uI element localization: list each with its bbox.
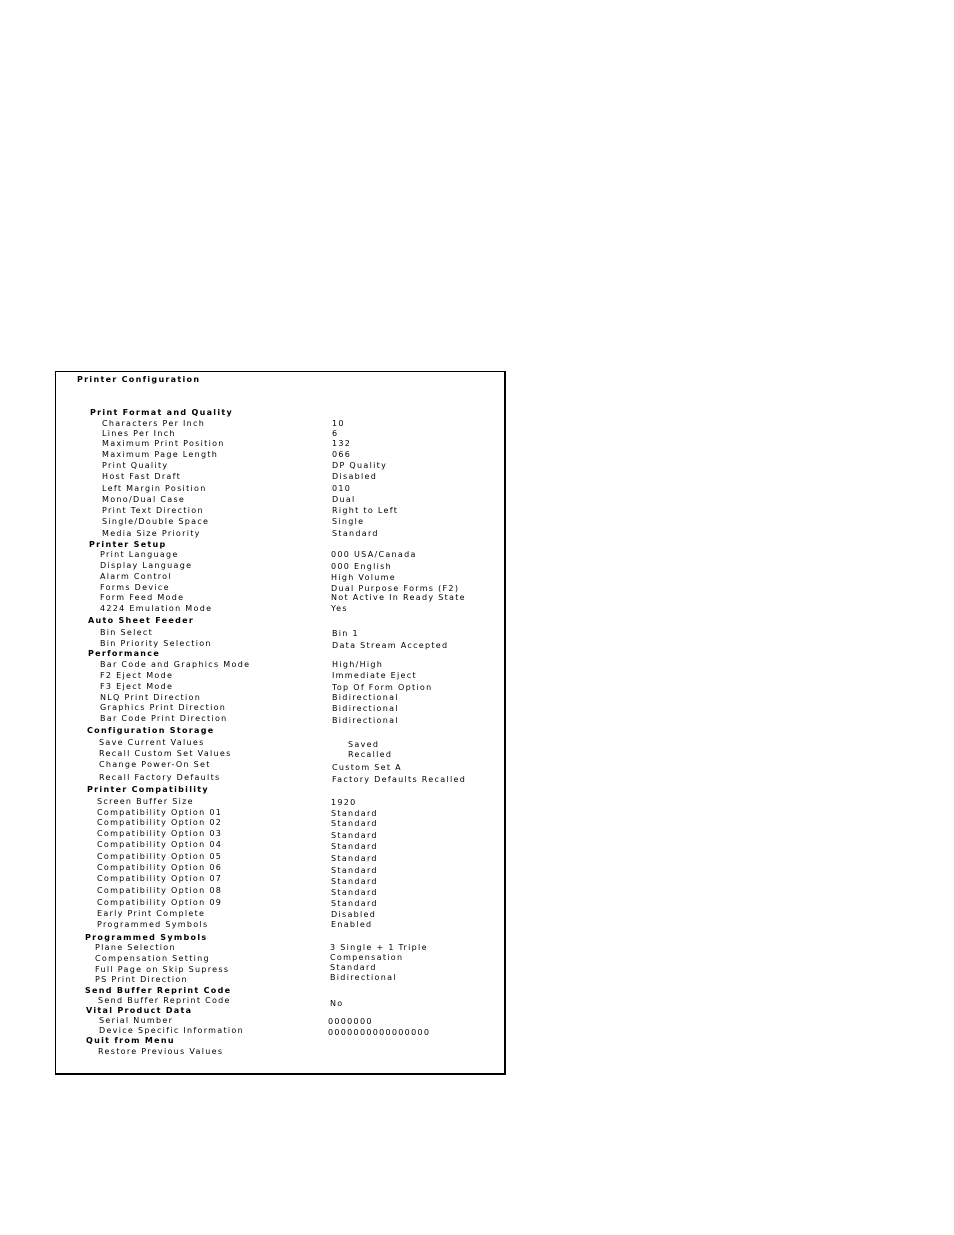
setting-label: Compatibility Option 08 <box>97 886 223 895</box>
setting-value: Bidirectional <box>332 716 399 725</box>
setting-label: Print Quality <box>102 461 169 470</box>
setting-label: Forms Device <box>100 583 170 592</box>
setting-value: Standard <box>331 842 378 851</box>
section-heading: Programmed Symbols <box>85 933 208 942</box>
setting-value: 066 <box>332 450 352 459</box>
setting-value: Standard <box>331 809 378 818</box>
setting-label: 4224 Emulation Mode <box>100 604 213 613</box>
setting-value: 132 <box>332 439 352 448</box>
setting-value: Bidirectional <box>332 704 399 713</box>
setting-value: 1920 <box>331 798 357 807</box>
setting-value: Not Active In Ready State <box>331 593 466 602</box>
setting-label: Save Current Values <box>99 738 205 747</box>
section-heading: Quit from Menu <box>86 1036 175 1045</box>
setting-value: No <box>330 999 344 1008</box>
setting-value: 0000000000000000 <box>328 1028 431 1037</box>
setting-label: Serial Number <box>99 1016 174 1025</box>
setting-label: Bin Select <box>100 628 154 637</box>
setting-label: Compatibility Option 09 <box>97 898 223 907</box>
setting-label: Lines Per Inch <box>102 429 176 438</box>
setting-label: Maximum Print Position <box>102 439 225 448</box>
setting-value: High/High <box>332 660 384 669</box>
setting-label: Send Buffer Reprint Code <box>98 996 231 1005</box>
setting-label: Compensation Setting <box>95 954 210 963</box>
setting-label: NLQ Print Direction <box>100 693 202 702</box>
setting-label: Alarm Control <box>100 572 172 581</box>
setting-label: Display Language <box>100 561 193 570</box>
setting-value: Disabled <box>331 910 377 919</box>
setting-label: Compatibility Option 02 <box>97 818 223 827</box>
setting-value: Enabled <box>331 920 373 929</box>
setting-label: Bin Priority Selection <box>100 639 212 648</box>
setting-value: Standard <box>331 877 378 886</box>
setting-value: 010 <box>332 484 352 493</box>
setting-value: Immediate Eject <box>332 671 417 680</box>
setting-value: 6 <box>332 429 339 438</box>
section-heading: Performance <box>88 649 161 658</box>
setting-value: Bidirectional <box>330 973 397 982</box>
setting-label: Compatibility Option 03 <box>97 829 223 838</box>
setting-value: Bidirectional <box>332 693 399 702</box>
setting-value: Standard <box>331 888 378 897</box>
section-heading: Auto Sheet Feeder <box>88 616 195 625</box>
setting-label: Graphics Print Direction <box>100 703 227 712</box>
setting-value: Single <box>332 517 365 526</box>
setting-label: Compatibility Option 01 <box>97 808 223 817</box>
setting-label: Left Margin Position <box>102 484 207 493</box>
setting-value: Saved <box>348 740 380 749</box>
setting-label: Recall Factory Defaults <box>99 773 221 782</box>
setting-label: Device Specific Information <box>99 1026 244 1035</box>
page-title: Printer Configuration <box>77 375 201 384</box>
setting-value: Standard <box>330 963 377 972</box>
setting-label: Restore Previous Values <box>98 1047 224 1056</box>
setting-label: Characters Per Inch <box>102 419 206 428</box>
setting-label: Full Page on Skip Supress <box>95 965 230 974</box>
setting-value: Dual Purpose Forms (F2) <box>331 584 460 593</box>
setting-label: Print Language <box>100 550 179 559</box>
setting-value: Top Of Form Option <box>332 683 433 692</box>
setting-label: F2 Eject Mode <box>100 671 174 680</box>
setting-value: Bin 1 <box>332 629 359 638</box>
setting-label: Early Print Complete <box>97 909 206 918</box>
setting-value: 000 USA/Canada <box>331 550 417 559</box>
setting-value: DP Quality <box>332 461 388 470</box>
setting-label: Print Text Direction <box>102 506 204 515</box>
setting-value: Standard <box>331 819 378 828</box>
setting-label: Bar Code Print Direction <box>100 714 228 723</box>
setting-label: Change Power-On Set <box>99 760 211 769</box>
setting-value: Standard <box>331 866 378 875</box>
setting-value: Standard <box>331 831 378 840</box>
setting-label: Form Feed Mode <box>100 593 185 602</box>
section-heading: Printer Setup <box>89 540 167 549</box>
setting-value: 000 English <box>331 562 392 571</box>
setting-value: Dual <box>332 495 356 504</box>
setting-value: Standard <box>331 899 378 908</box>
setting-value: Custom Set A <box>332 763 402 772</box>
setting-value: Standard <box>331 854 378 863</box>
setting-label: Screen Buffer Size <box>97 797 194 806</box>
setting-value: Recalled <box>348 750 393 759</box>
setting-label: Maximum Page Length <box>102 450 219 459</box>
setting-value: Right to Left <box>332 506 399 515</box>
setting-label: Compatibility Option 05 <box>97 852 223 861</box>
setting-value: Factory Defaults Recalled <box>332 775 467 784</box>
setting-label: Plane Selection <box>95 943 176 952</box>
section-heading: Configuration Storage <box>87 726 215 735</box>
setting-label: Bar Code and Graphics Mode <box>100 660 251 669</box>
setting-value: High Volume <box>331 573 396 582</box>
setting-label: Compatibility Option 07 <box>97 874 223 883</box>
setting-value: Disabled <box>332 472 378 481</box>
setting-label: Compatibility Option 04 <box>97 840 223 849</box>
setting-label: Host Fast Draft <box>102 472 182 481</box>
setting-label: Media Size Priority <box>102 529 201 538</box>
setting-value: 10 <box>332 419 345 428</box>
setting-value: Compensation <box>330 953 404 962</box>
setting-label: Single/Double Space <box>102 517 210 526</box>
setting-value: 0000000 <box>328 1017 373 1026</box>
section-heading: Send Buffer Reprint Code <box>85 986 232 995</box>
setting-label: F3 Eject Mode <box>100 682 174 691</box>
setting-label: Recall Custom Set Values <box>99 749 232 758</box>
section-heading: Printer Compatibility <box>87 785 209 794</box>
setting-value: Yes <box>331 604 348 613</box>
section-heading: Vital Product Data <box>86 1006 193 1015</box>
section-heading: Print Format and Quality <box>90 408 234 417</box>
setting-value: Data Stream Accepted <box>332 641 449 650</box>
setting-label: Mono/Dual Case <box>102 495 186 504</box>
setting-value: 3 Single + 1 Triple <box>330 943 428 952</box>
setting-label: Programmed Symbols <box>97 920 209 929</box>
setting-value: Standard <box>332 529 379 538</box>
setting-label: Compatibility Option 06 <box>97 863 223 872</box>
setting-label: PS Print Direction <box>95 975 188 984</box>
